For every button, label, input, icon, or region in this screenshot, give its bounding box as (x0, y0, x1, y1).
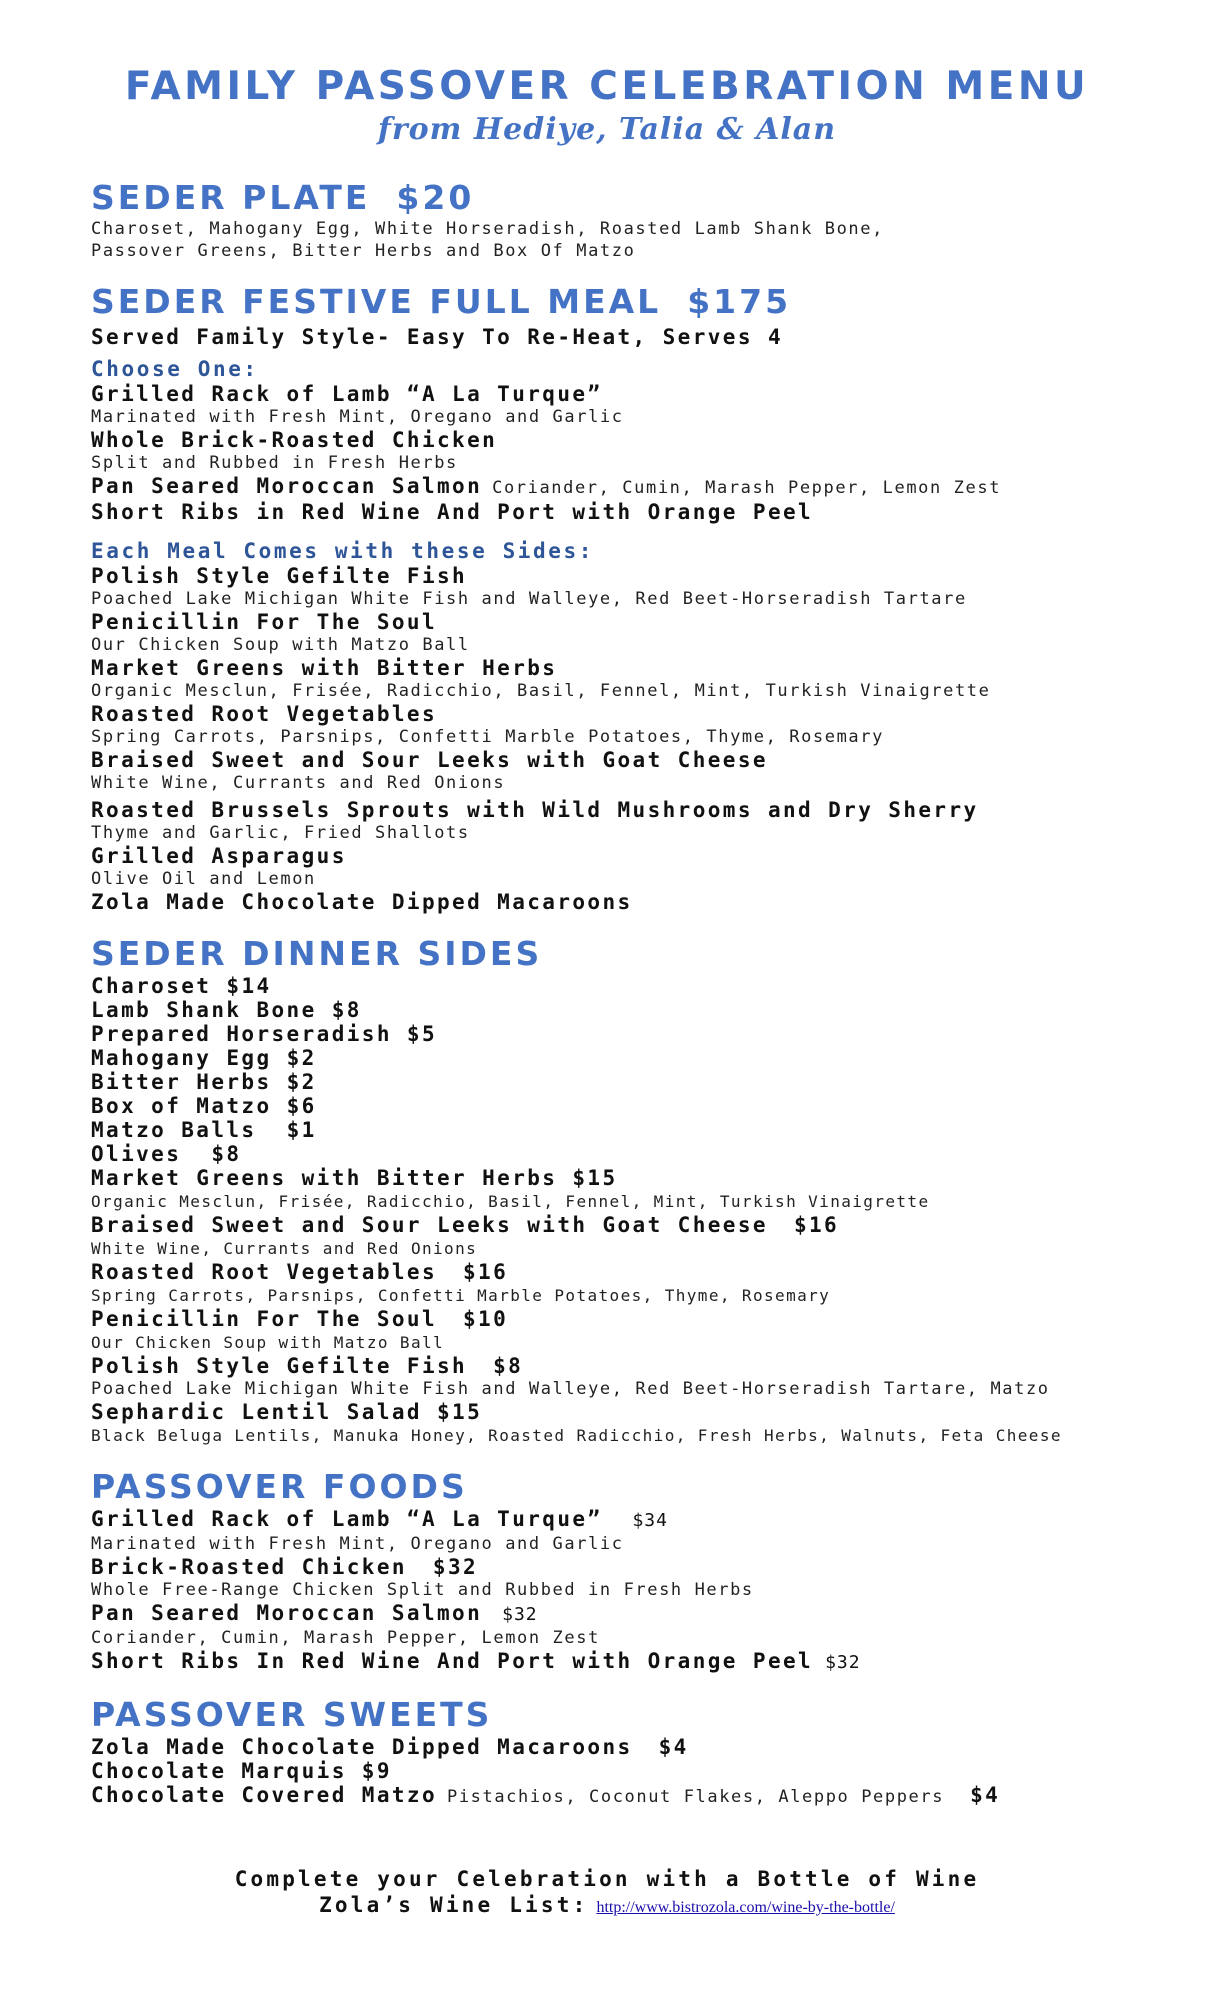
footer-wine-list (0, 1892, 1214, 1921)
menu-item (91, 1555, 1191, 1579)
item-price: $5 (406, 1022, 438, 1046)
footer (0, 1866, 1214, 1921)
heading-price: $175 (687, 282, 792, 321)
section-heading (91, 282, 1191, 322)
menu-item-name: Penicillin For The Soul (91, 610, 437, 634)
item-price: $8 (211, 1142, 242, 1166)
item-price: $2 (286, 1070, 317, 1094)
item-price: $10 (463, 1307, 509, 1331)
item-description: Organic Mesclun, Frisée, Radicchio, Basil, Fennel, Mint, Turkish Vinaigrette (91, 1192, 930, 1211)
menu-item (91, 1260, 1191, 1284)
menu-item (91, 1046, 1191, 1070)
menu-item (91, 1507, 1191, 1533)
item-name: Market Greens with Bitter Herbs (91, 1166, 558, 1190)
item-description: Coriander, Cumin, Marash Pepper, Lemon Zest (492, 478, 1002, 498)
item-description: Poached Lake Michigan White Fish and Walleye, Red Beet-Horseradish Tartare (91, 589, 967, 609)
section-heading: SEDER DINNER SIDES (91, 934, 543, 973)
item-description: Coriander, Cumin, Marash Pepper, Lemon Zest (91, 1628, 600, 1648)
item-name: Short Ribs In Red Wine And Port with Orange Peel (91, 1649, 814, 1673)
item-description: Thyme and Garlic, Fried Shallots (91, 823, 470, 843)
item-name: Roasted Root Vegetables (91, 1260, 437, 1284)
menu-item-name: Grilled Rack of Lamb “A La Turque” (91, 382, 603, 406)
item-price: $16 (463, 1260, 509, 1284)
item-name: Matzo Balls (91, 1118, 257, 1142)
item-name: Olives (91, 1142, 182, 1166)
item-name: Chocolate Covered Matzo (91, 1783, 437, 1807)
item-name: Brick-Roasted Chicken (91, 1555, 407, 1579)
item-name: Grilled Rack of Lamb “A La Turque” (91, 1507, 603, 1531)
section-dinner-sides (91, 934, 1191, 1447)
menu-item (91, 1400, 1191, 1424)
item-description: Marinated with Fresh Mint, Oregano and Garlic (91, 1534, 624, 1554)
item-price: $4 (970, 1783, 1001, 1807)
item-price: $8 (331, 998, 362, 1022)
item-description: Our Chicken Soup with Matzo Ball (91, 1333, 445, 1352)
item-price: $15 (572, 1166, 618, 1190)
item-price: $32 (502, 1604, 538, 1625)
item-price: $4 (658, 1735, 689, 1759)
item-name: Penicillin For The Soul (91, 1307, 437, 1331)
item-name: Mahogany Egg (91, 1046, 272, 1070)
menu-item-name: Braised Sweet and Sour Leeks with Goat Cheese (91, 748, 768, 772)
wine-list-link[interactable]: http://www.bistrozola.com/wine-by-the-bottle/ (596, 1899, 895, 1916)
item-description: Passover Greens, Bitter Herbs and Box Of Matzo (91, 241, 636, 261)
menu-item-name: Grilled Asparagus (91, 844, 347, 868)
item-description: Split and Rubbed in Fresh Herbs (91, 453, 458, 473)
menu-item (91, 1649, 1191, 1675)
menu-item (91, 1070, 1191, 1094)
item-description: White Wine, Currants and Red Onions (91, 773, 506, 793)
menu-content (91, 178, 1191, 1809)
item-name: Prepared Horseradish (91, 1022, 392, 1046)
menu-item (91, 474, 1191, 500)
menu-item-name: Short Ribs in Red Wine And Port with Orange Peel (91, 500, 814, 524)
menu-item (91, 974, 1191, 998)
meal-note: Served Family Style- Easy To Re-Heat, Serves 4 (91, 325, 783, 349)
item-price: $9 (361, 1759, 392, 1783)
choose-one-label: Choose One: (91, 357, 259, 381)
section-heading: PASSOVER FOODS (91, 1467, 468, 1506)
heading-price: $20 (396, 178, 475, 217)
item-price: $8 (493, 1354, 524, 1378)
item-description: Marinated with Fresh Mint, Oregano and Garlic (91, 407, 624, 427)
item-price: $32 (825, 1652, 861, 1673)
item-price: $1 (286, 1118, 317, 1142)
item-price: $15 (437, 1400, 483, 1424)
item-name: Polish Style Gefilte Fish (91, 1354, 468, 1378)
menu-item-name: Roasted Brussels Sprouts with Wild Mushrooms and Dry Sherry (91, 798, 979, 822)
section-passover-sweets (91, 1695, 1191, 1809)
item-price: $34 (632, 1510, 668, 1531)
item-price: $32 (432, 1555, 479, 1579)
menu-item (91, 1735, 1191, 1759)
menu-item (91, 1094, 1191, 1118)
menu-item (91, 1118, 1191, 1142)
item-name: Lamb Shank Bone (91, 998, 317, 1022)
item-name: Charoset (91, 974, 212, 998)
menu-item (91, 1142, 1191, 1166)
item-description: Poached Lake Michigan White Fish and Walleye, Red Beet-Horseradish Tartare, Matzo (91, 1379, 1050, 1399)
menu-item (91, 1022, 1191, 1046)
menu-item (91, 1307, 1191, 1331)
item-description: White Wine, Currants and Red Onions (91, 1239, 478, 1258)
item-description: Spring Carrots, Parsnips, Confetti Marble Potatoes, Thyme, Rosemary (91, 727, 884, 747)
item-description: Black Beluga Lentils, Manuka Honey, Roasted Radicchio, Fresh Herbs, Walnuts, Feta Cheese (91, 1426, 1062, 1445)
menu-item (91, 1213, 1191, 1237)
menu-item-name: Market Greens with Bitter Herbs (91, 656, 558, 680)
menu-subtitle: from Hediye, Talia & Alan (377, 112, 837, 147)
section-passover-foods (91, 1467, 1191, 1675)
wine-list-label: Zola’s Wine List: (319, 1893, 589, 1917)
menu-item (91, 1783, 1191, 1809)
item-name: Sephardic Lentil Salad (91, 1400, 422, 1424)
item-name: Bitter Herbs (91, 1070, 272, 1094)
heading-text: SEDER FESTIVE FULL MEAL (91, 282, 662, 321)
section-heading (91, 178, 1191, 218)
item-description: Olive Oil and Lemon (91, 869, 316, 889)
item-price: $2 (286, 1046, 317, 1070)
menu-item-name: Zola Made Chocolate Dipped Macaroons (91, 890, 633, 914)
item-price: $6 (286, 1094, 317, 1118)
item-name: Box of Matzo (91, 1094, 272, 1118)
item-description: Charoset, Mahogany Egg, White Horseradish, Roasted Lamb Shank Bone, (91, 219, 884, 239)
section-heading: PASSOVER SWEETS (91, 1695, 493, 1734)
item-name: Braised Sweet and Sour Leeks with Goat Cheese (91, 1213, 768, 1237)
item-name: Chocolate Marquis (91, 1759, 347, 1783)
menu-title: FAMILY PASSOVER CELEBRATION MENU (124, 64, 1090, 109)
item-description: Spring Carrots, Parsnips, Confetti Marble Potatoes, Thyme, Rosemary (91, 1286, 831, 1305)
menu-item-name: Polish Style Gefilte Fish (91, 564, 468, 588)
item-description: Organic Mesclun, Frisée, Radicchio, Basil, Fennel, Mint, Turkish Vinaigrette (91, 681, 991, 701)
sides-label: Each Meal Comes with these Sides: (91, 539, 595, 563)
item-name: Zola Made Chocolate Dipped Macaroons (91, 1735, 633, 1759)
item-description: Pistachios, Coconut Flakes, Aleppo Peppers (447, 1787, 945, 1807)
item-name: Pan Seared Moroccan Salmon (91, 1601, 483, 1625)
item-price: $16 (793, 1213, 840, 1237)
heading-text: SEDER PLATE (91, 178, 371, 217)
item-description: Our Chicken Soup with Matzo Ball (91, 635, 470, 655)
item-description: Whole Free-Range Chicken Split and Rubbed in Fresh Herbs (91, 1580, 754, 1600)
menu-item-name: Roasted Root Vegetables (91, 702, 437, 726)
menu-item (91, 1759, 1191, 1783)
menu-item (91, 1166, 1191, 1190)
menu-item-name: Whole Brick-Roasted Chicken (91, 428, 498, 452)
menu-item (91, 998, 1191, 1022)
item-price: $14 (226, 974, 272, 998)
menu-item (91, 1601, 1191, 1627)
menu-item (91, 1354, 1191, 1378)
section-full-meal (91, 282, 1191, 914)
footer-wine-line: Complete your Celebration with a Bottle of Wine (234, 1867, 980, 1891)
menu-item-name: Pan Seared Moroccan Salmon (91, 474, 483, 498)
section-seder-plate (91, 178, 1191, 262)
